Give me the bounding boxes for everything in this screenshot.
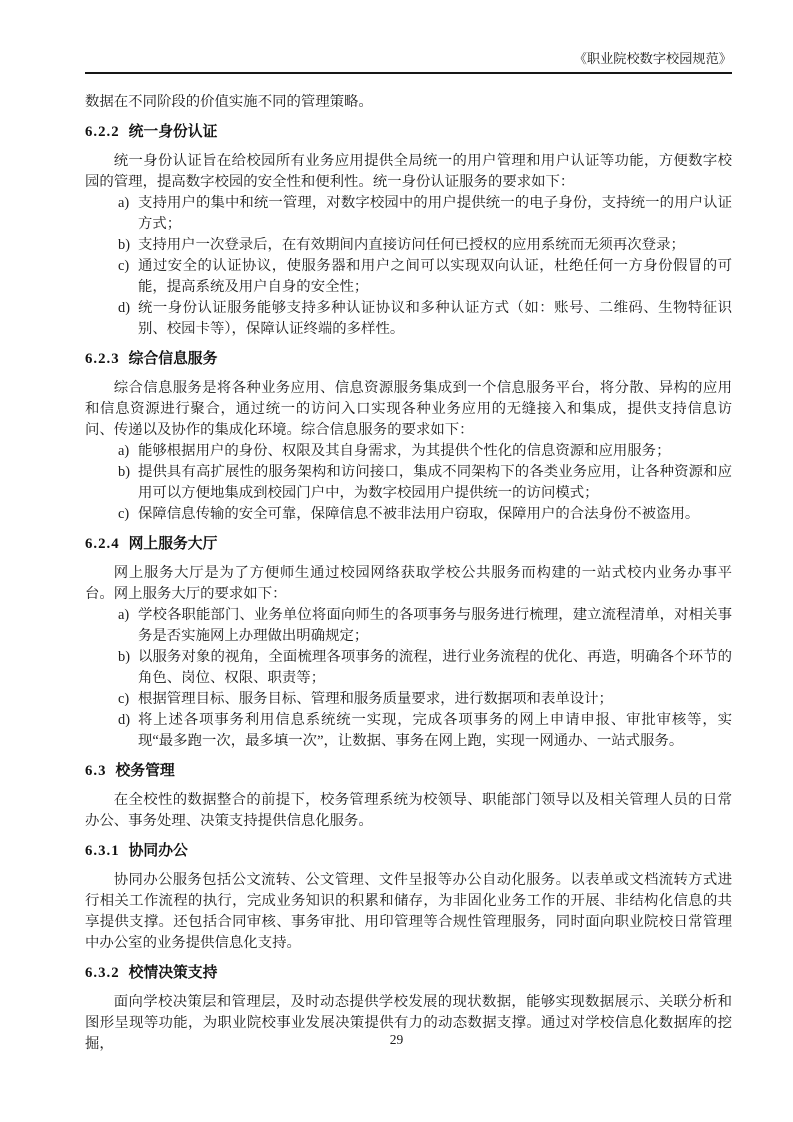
list-item-label: d) — [118, 300, 130, 316]
list-item-label: b) — [118, 237, 130, 253]
header-rule — [85, 72, 732, 74]
list-item — [85, 193, 732, 235]
list-item-label: a) — [118, 607, 130, 623]
list-item — [85, 710, 732, 752]
list-item-text: 提供具有高扩展性的服务架构和访问接口，集成不同架构下的各类业务应用，让各种资源和应用可以方便地集成到校园门户中，为数字校园用户提供统一的访问模式； — [138, 464, 732, 501]
section-paragraph: 综合信息服务是将各种业务应用、信息资源服务集成到一个信息服务平台，将分散、异构的应用和信息资源进行聚合，通过统一的访问入口实现各种业务应用的无缝接入和集成，提供支持信息访问、传递以及协作的集成化环境。综合信息服务的要求如下： — [85, 380, 732, 438]
list-item — [85, 256, 732, 298]
document-body — [85, 92, 732, 1055]
section-number: 6.3.1 — [85, 843, 120, 859]
section-list — [85, 441, 732, 525]
section-title: 校务管理 — [115, 763, 175, 779]
section-paragraph: 网上服务大厅是为了方便师生通过校园网络获取学校公共服务而构建的一站式校内业务办事平台。网上服务大厅的要求如下： — [85, 565, 732, 602]
section-heading-632 — [85, 963, 732, 984]
section-list — [85, 193, 732, 340]
list-item-text: 统一身份认证服务能够支持多种认证协议和多种认证方式（如：账号、二维码、生物特征识别、校园卡等），保障认证终端的多样性。 — [138, 300, 732, 337]
list-item-label: d) — [118, 712, 130, 728]
section-number: 6.2.3 — [85, 351, 120, 367]
list-item — [85, 504, 732, 525]
list-item-text: 能够根据用户的身份、权限及其自身需求，为其提供个性化的信息资源和应用服务； — [138, 443, 671, 459]
section-heading-63 — [85, 761, 732, 782]
list-item — [85, 647, 732, 689]
list-item-text: 学校各职能部门、业务单位将面向师生的各项事务与服务进行梳理，建立流程清单，对相关事务是否实施网上办理做出明确规定； — [138, 607, 732, 644]
section-paragraph: 面向学校决策层和管理层，及时动态提供学校发展的现状数据，能够实现数据展示、关联分析和图形呈现等功能，为职业院校事业发展决策提供有力的动态数据支撑。通过对学校信息化数据库的挖掘， — [85, 994, 732, 1052]
list-item-text: 根据管理目标、服务目标、管理和服务质量要求，进行数据项和表单设计； — [138, 691, 613, 707]
list-item-text: 支持用户一次登录后，在有效期间内直接访问任何已授权的应用系统而无须再次登录； — [138, 237, 685, 253]
page-header — [85, 50, 732, 67]
section-number: 6.2.4 — [85, 536, 120, 552]
list-item — [85, 605, 732, 647]
list-item-label: b) — [118, 649, 130, 665]
section-heading-623 — [85, 349, 732, 370]
header-title: 《职业院校数字校园规范》 — [573, 51, 732, 66]
list-item-text: 将上述各项事务利用信息系统统一实现，完成各项事务的网上申请申报、审批审核等，实现“最多跑一次，最多填一次”，让数据、事务在网上跑，实现一网通办、一站式服务。 — [138, 712, 732, 749]
list-item-text: 支持用户的集中和统一管理，对数字校园中的用户提供统一的电子身份，支持统一的用户认证方式； — [138, 195, 732, 232]
list-item — [85, 689, 732, 710]
intro-paragraph: 数据在不同阶段的价值实施不同的管理策略。 — [85, 94, 373, 110]
section-title: 综合信息服务 — [128, 351, 218, 367]
list-item-label: b) — [118, 464, 130, 480]
list-item-text: 通过安全的认证协议，使服务器和用户之间可以实现双向认证，杜绝任何一方身份假冒的可能，提高系统及用户自身的安全性； — [138, 258, 732, 295]
list-item-label: c) — [118, 506, 130, 522]
section-paragraph: 在全校性的数据整合的前提下，校务管理系统为校领导、职能部门领导以及相关管理人员的日常办公、事务处理、决策支持提供信息化服务。 — [85, 792, 732, 829]
list-item-text: 以服务对象的视角，全面梳理各项事务的流程，进行业务流程的优化、再造，明确各个环节的角色、岗位、权限、职责等； — [138, 649, 732, 686]
list-item-label: c) — [118, 258, 130, 274]
list-item-label: c) — [118, 691, 130, 707]
section-number: 6.3.2 — [85, 965, 120, 981]
list-item-label: a) — [118, 443, 130, 459]
section-title: 协同办公 — [128, 843, 188, 859]
section-title: 统一身份认证 — [128, 124, 218, 140]
section-number: 6.3 — [85, 763, 107, 779]
list-item — [85, 235, 732, 256]
page-number: 29 — [389, 1032, 404, 1047]
section-title: 网上服务大厅 — [128, 536, 218, 552]
section-list — [85, 605, 732, 752]
list-item — [85, 462, 732, 504]
list-item — [85, 298, 732, 340]
list-item-text: 保障信息传输的安全可靠，保障信息不被非法用户窃取，保障用户的合法身份不被盗用。 — [138, 506, 700, 522]
section-number: 6.2.2 — [85, 124, 120, 140]
section-title: 校情决策支持 — [128, 965, 218, 981]
section-heading-624 — [85, 534, 732, 555]
section-paragraph: 协同办公服务包括公文流转、公文管理、文件呈报等办公自动化服务。以表单或文档流转方式进行相关工作流程的执行，完成业务知识的积累和储存，为非固化业务工作的开展、非结构化信息的共享提供支撑。还包括合同审核、事务审批、用印管理等合规性管理服务，同时面向职业院校日常管理中办公室的业务提供信息化支持。 — [85, 872, 732, 951]
section-heading-622 — [85, 122, 732, 143]
list-item-label: a) — [118, 195, 130, 211]
list-item — [85, 441, 732, 462]
section-paragraph: 统一身份认证旨在给校园所有业务应用提供全局统一的用户管理和用户认证等功能，方便数字校园的管理，提高数字校园的安全性和便利性。统一身份认证服务的要求如下： — [85, 153, 732, 190]
section-heading-631 — [85, 841, 732, 862]
